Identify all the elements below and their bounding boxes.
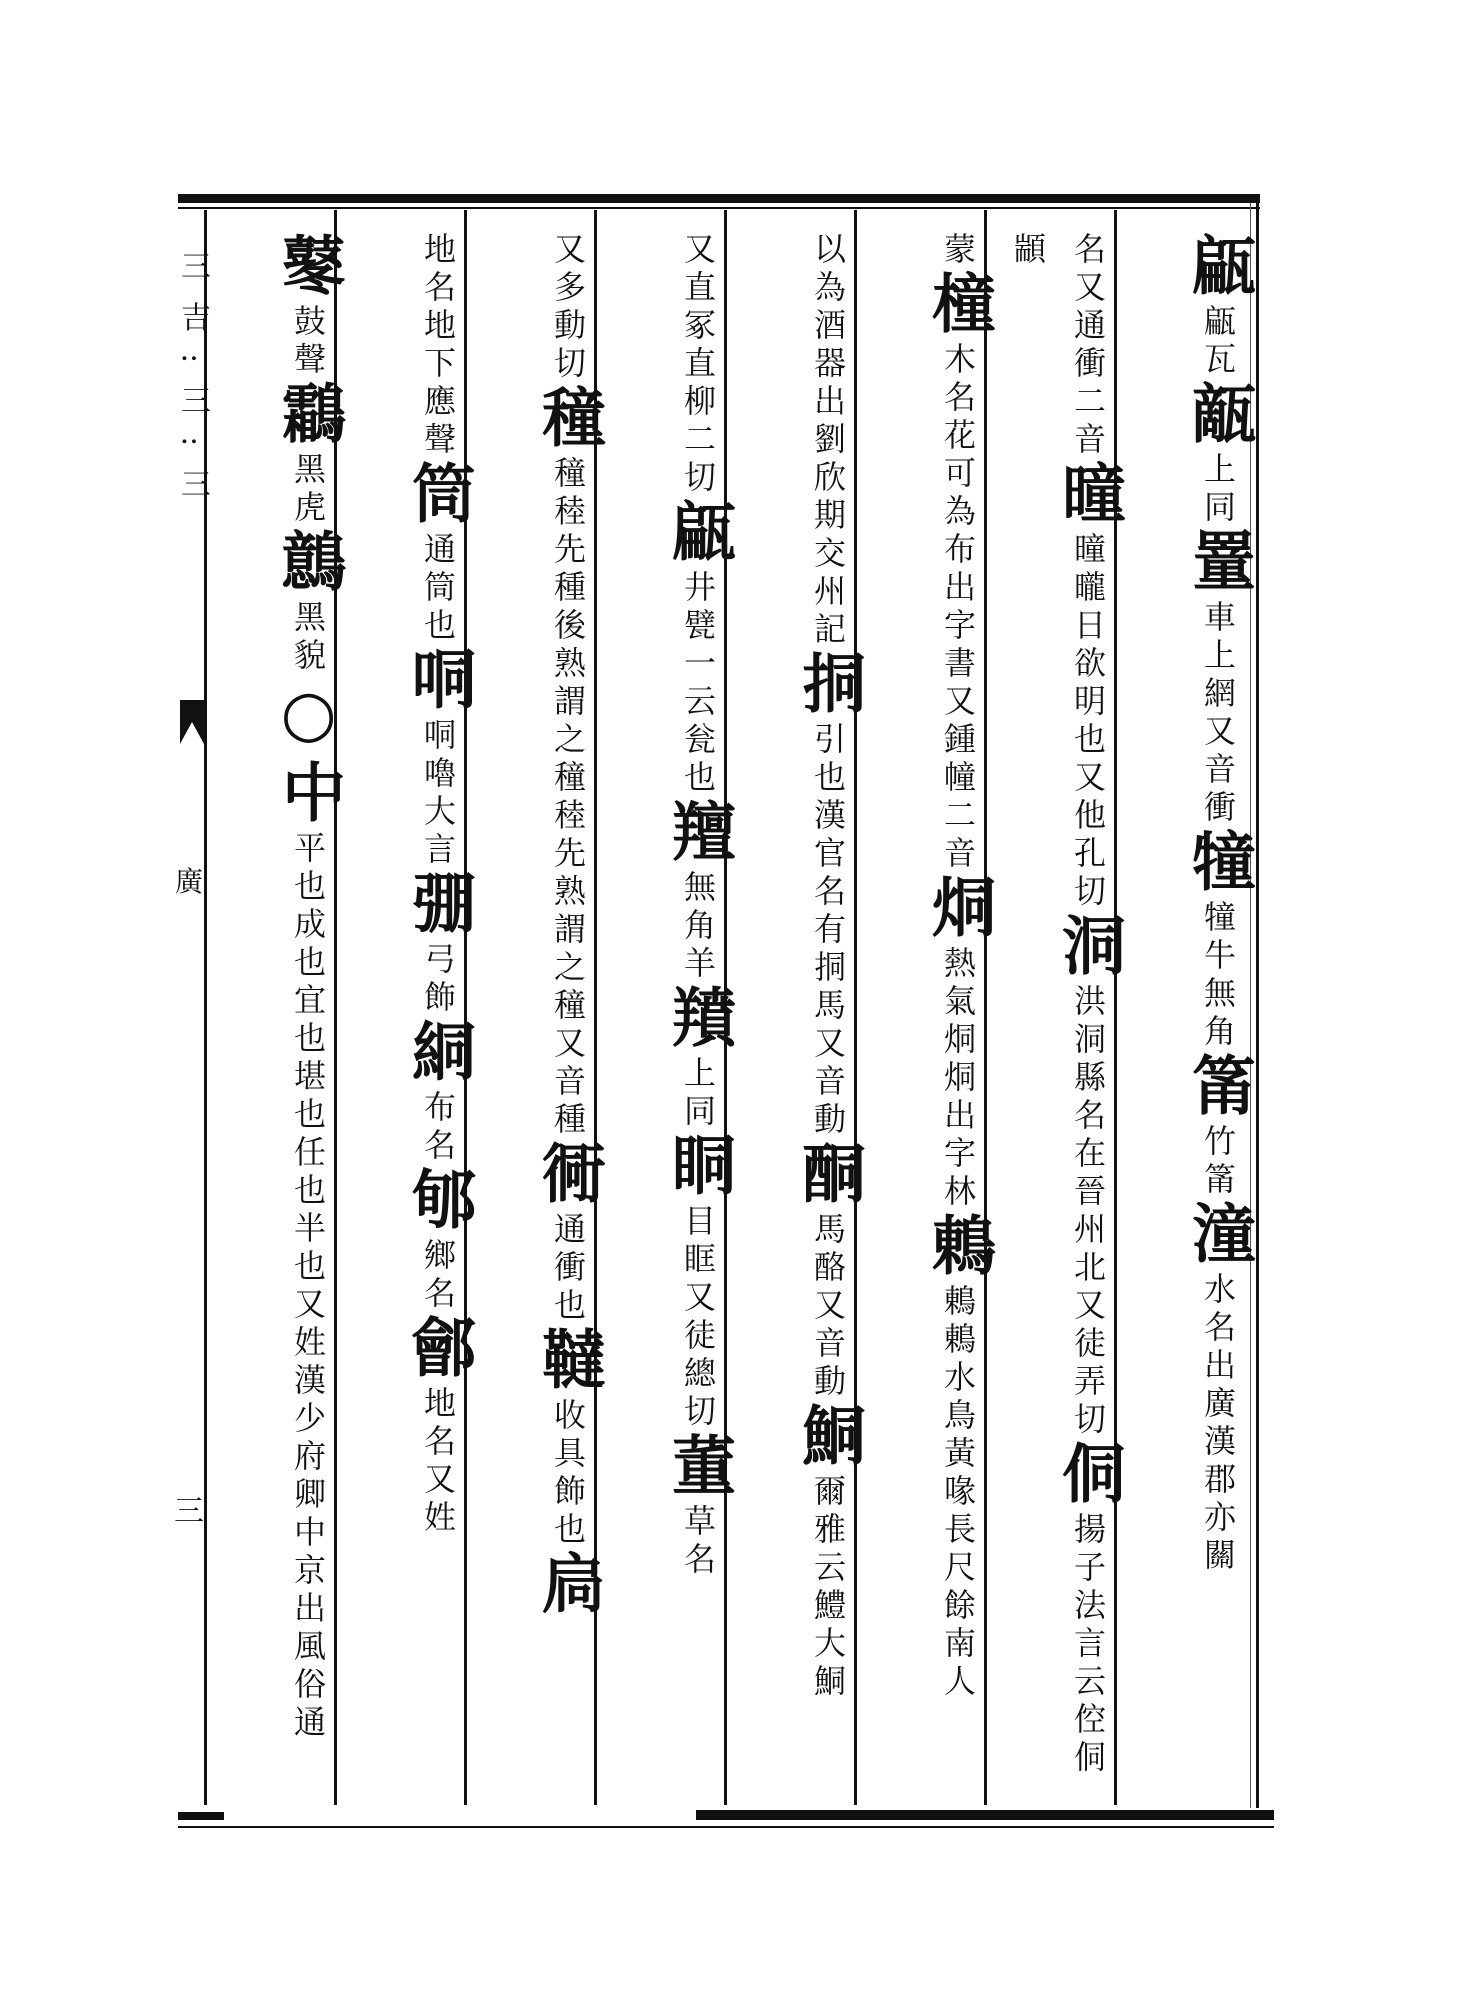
headword: 潼 bbox=[1181, 1200, 1256, 1272]
headword: 曈 bbox=[1051, 460, 1126, 532]
definition: 馬酪又音動 bbox=[809, 1212, 847, 1402]
margin-top-marks: 三 吉 : 三 : 三 bbox=[175, 250, 210, 504]
definition: 草名 bbox=[679, 1504, 717, 1580]
definition: 鄉名 bbox=[419, 1238, 457, 1314]
definition: 黑貌 bbox=[289, 600, 327, 676]
headword: 絧 bbox=[401, 1018, 476, 1090]
definition: 竹筩 bbox=[1199, 1124, 1237, 1200]
headword: 董 bbox=[661, 1432, 736, 1504]
definition: 木名花可為布出字書又鍾幢二音 bbox=[939, 342, 977, 874]
definition: 鼓聲 bbox=[289, 304, 327, 380]
headword: 洞 bbox=[1051, 912, 1126, 984]
headword: 鶇 bbox=[921, 1212, 996, 1284]
definition: 又多動切 bbox=[549, 232, 587, 384]
headword: 甂 bbox=[1181, 232, 1256, 304]
headword: 犝 bbox=[1181, 828, 1256, 900]
headword: 侗 bbox=[1051, 1440, 1126, 1512]
definition: 平也成也宜也堪也任也半也又姓漢少府卿中京出風俗通 bbox=[289, 831, 327, 1743]
text-column-7 bbox=[340, 232, 476, 1792]
definition: 目眶又徒總切 bbox=[679, 1204, 717, 1432]
bottom-border-rule-left bbox=[178, 1812, 224, 1820]
headword: 弸 bbox=[401, 870, 476, 942]
definition: 布名 bbox=[419, 1090, 457, 1166]
headword: 橦 bbox=[921, 270, 996, 342]
headword: 鷾 bbox=[271, 528, 346, 600]
headword: 穜 bbox=[531, 384, 606, 456]
headword: 扃 bbox=[531, 1550, 606, 1622]
headword: 筒 bbox=[401, 460, 476, 532]
headword: 哃 bbox=[401, 646, 476, 718]
definition: 爾雅云鱧大鮦 bbox=[809, 1474, 847, 1702]
definition: 以為酒器出劉欣期交州記 bbox=[809, 232, 847, 650]
headword: ○中 bbox=[271, 676, 346, 831]
text-column-3 bbox=[860, 232, 996, 1792]
headword: 罿 bbox=[1181, 528, 1256, 600]
headword: 眮 bbox=[661, 1132, 736, 1204]
right-border bbox=[1256, 203, 1259, 1808]
margin-page-number: 三 bbox=[174, 1494, 204, 1529]
headword: 衕 bbox=[531, 1140, 606, 1212]
headword: 鸘 bbox=[271, 380, 346, 452]
text-column-8 bbox=[210, 232, 346, 1792]
definition: 弓飾 bbox=[419, 942, 457, 1018]
definition: 甂瓦 bbox=[1199, 304, 1237, 380]
text-column-4 bbox=[730, 232, 866, 1792]
definition: 黑虎 bbox=[289, 452, 327, 528]
headword: 鮦 bbox=[791, 1402, 866, 1474]
headword: 筩 bbox=[1181, 1052, 1256, 1124]
top-border-thin-rule bbox=[178, 207, 1260, 209]
definition: 鶇鶇水鳥黃喙長尺餘南人 bbox=[939, 1284, 977, 1702]
headword: 烔 bbox=[921, 874, 996, 946]
definition: 上同 bbox=[679, 1056, 717, 1132]
definition: 穜稑先種後熟謂之穜稑先熟謂之穜又音種 bbox=[549, 456, 587, 1140]
definition: 名又通衝二音 bbox=[1069, 232, 1107, 460]
bottom-border-rule bbox=[696, 1810, 1274, 1820]
text-column-6 bbox=[470, 232, 606, 1792]
fish-tail-mark-icon bbox=[180, 700, 204, 744]
headword: 挏 bbox=[791, 650, 866, 722]
definition: 通衝也 bbox=[549, 1212, 587, 1326]
definition: 地名地下應聲 bbox=[419, 232, 457, 460]
text-column-5 bbox=[600, 232, 736, 1792]
definition: 熱氣烔烔出字林 bbox=[939, 946, 977, 1212]
headword: 甋 bbox=[1181, 380, 1256, 452]
definition: 又直冢直柳二切 bbox=[679, 232, 717, 498]
definition: 井甓一云瓮也 bbox=[679, 570, 717, 798]
definition: 水名出廣漢郡亦關 bbox=[1199, 1272, 1237, 1576]
headword: 甂 bbox=[661, 498, 736, 570]
definition: 哃嚕大言 bbox=[419, 718, 457, 870]
headword: 羵 bbox=[661, 984, 736, 1056]
headword: 酮 bbox=[791, 1140, 866, 1212]
definition: 收具飾也 bbox=[549, 1398, 587, 1550]
top-border-rule bbox=[178, 194, 1260, 203]
headword: 郇 bbox=[401, 1166, 476, 1238]
text-column-2 bbox=[990, 232, 1126, 1792]
headword: 鼕 bbox=[271, 232, 346, 304]
headword: 羶 bbox=[661, 798, 736, 870]
definition: 蒙 bbox=[939, 232, 977, 270]
definition: 犝牛無角 bbox=[1199, 900, 1237, 1052]
margin-volume-char: 廣 bbox=[174, 865, 203, 898]
definition: 曈曨日欲明也又他孔切 bbox=[1069, 532, 1107, 912]
definition: 上同 bbox=[1199, 452, 1237, 528]
headword: 鄶 bbox=[401, 1314, 476, 1386]
bottom-border-thin-rule bbox=[178, 1826, 1274, 1828]
definition: 洪洞縣名在晉州北又徒弄切 bbox=[1069, 984, 1107, 1440]
definition: 通筒也 bbox=[419, 532, 457, 646]
definition: 揚子法言云倥侗顓 bbox=[1009, 232, 1107, 1778]
definition: 無角羊 bbox=[679, 870, 717, 984]
text-column-1 bbox=[1120, 232, 1256, 1792]
headword: 韃 bbox=[531, 1326, 606, 1398]
definition: 車上網又音衝 bbox=[1199, 600, 1237, 828]
definition: 地名又姓 bbox=[419, 1386, 457, 1538]
definition: 引也漢官名有挏馬又音動 bbox=[809, 722, 847, 1140]
